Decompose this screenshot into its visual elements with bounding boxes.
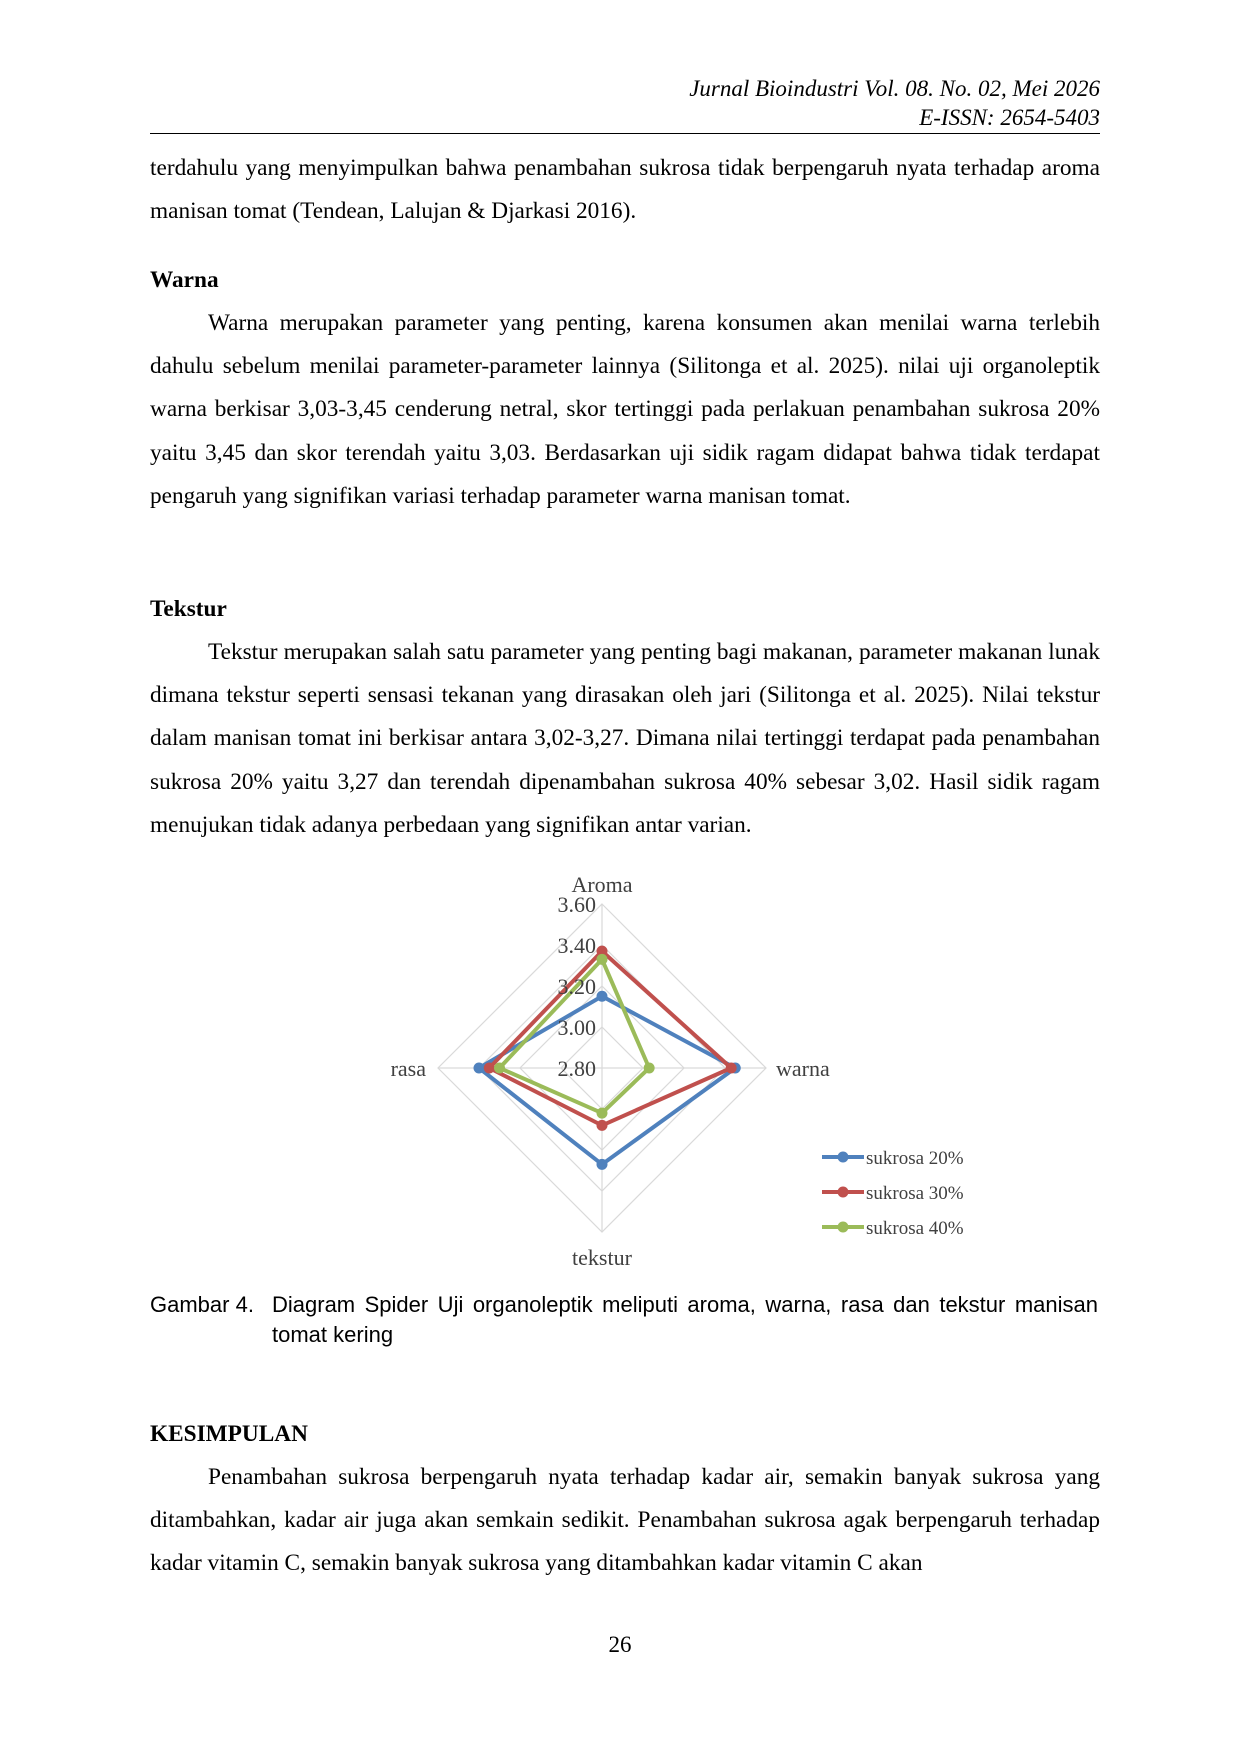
legend-marker-1 [838, 1187, 849, 1198]
warna-heading: Warna [150, 267, 219, 293]
intro-paragraph: terdahulu yang menyimpulkan bahwa penambahan sukrosa tidak berpengaruh nyata terhadap aroma manisan tomat (Tendean, Lalujan & Djarkasi 2016). [150, 155, 1100, 225]
spider-chart-svg [370, 868, 1010, 1288]
journal-header [689, 74, 1100, 132]
warna-paragraph-block [150, 302, 1100, 518]
axis-label-0: Aroma [571, 872, 633, 897]
series-1-point-1 [726, 1063, 737, 1074]
spider-chart [370, 868, 1010, 1288]
tick-label-2: 3.20 [557, 974, 596, 999]
kesimpulan-paragraph-block [150, 1456, 1100, 1586]
figure-label: Gambar 4. [150, 1292, 254, 1317]
series-2-point-1 [644, 1063, 655, 1074]
legend-label-1: sukrosa 30% [866, 1183, 964, 1204]
series-1-point-3 [484, 1063, 495, 1074]
series-2-point-2 [597, 1108, 608, 1119]
tekstur-paragraph: Tekstur merupakan salah satu parameter yang penting bagi makanan, parameter makanan lunak dimana tekstur seperti sensasi tekanan yang dirasakan oleh jari (Silitonga et al. 2025). Nilai tekstur dalam manisan tomat ini berkisar antara 3,02-3,27. Dimana nilai tertinggi terdapat pada penambahan sukrosa 20% yaitu 3,27 dan terendah dipenambahan sukrosa 40% sebesar 3,02. Hasil sidik ragam menujukan tidak adanya perbedaan yang signifikan antar varian. [150, 639, 1100, 838]
legend-label-2: sukrosa 40% [866, 1218, 964, 1239]
header-rule [150, 133, 1100, 134]
axis-label-1: warna [776, 1056, 830, 1081]
tick-label-3: 3.40 [557, 933, 596, 958]
journal-title: Jurnal Bioindustri Vol. 08. No. 02, Mei 2026 [689, 76, 1100, 101]
series-2-point-0 [597, 954, 608, 965]
legend-label-0: sukrosa 20% [866, 1148, 964, 1169]
legend-marker-2 [838, 1222, 849, 1233]
series-2-point-3 [494, 1063, 505, 1074]
journal-issn: E-ISSN: 2654-5403 [919, 105, 1100, 130]
intro-paragraph-block [150, 147, 1100, 233]
tekstur-heading: Tekstur [150, 596, 227, 622]
figure-caption-text: Diagram Spider Uji organoleptik meliputi aroma, warna, rasa dan tekstur manisan tomat kering [272, 1292, 1098, 1347]
kesimpulan-heading: KESIMPULAN [150, 1421, 308, 1447]
tick-label-0: 2.80 [557, 1056, 596, 1081]
tick-label-4: 3.60 [557, 892, 596, 917]
warna-paragraph: Warna merupakan parameter yang penting, karena konsumen akan menilai warna terlebih dahulu sebelum menilai parameter-parameter lainnya (Silitonga et al. 2025). nilai uji organoleptik warna berkisar 3,03-3,45 cenderung netral, skor tertinggi pada perlakuan penambahan sukrosa 20% yaitu 3,45 dan skor terendah yaitu 3,03. Berdasarkan uji sidik ragam didapat bahwa tidak terdapat pengaruh yang signifikan variasi terhadap parameter warna manisan tomat. [150, 310, 1100, 509]
series-1-point-2 [597, 1120, 608, 1131]
axis-label-3: rasa [390, 1056, 426, 1081]
legend-marker-0 [838, 1152, 849, 1163]
figure-caption [150, 1290, 1100, 1350]
tekstur-paragraph-block [150, 631, 1100, 847]
series-0-point-2 [597, 1159, 608, 1170]
axis-label-2: tekstur [572, 1245, 632, 1270]
kesimpulan-paragraph: Penambahan sukrosa berpengaruh nyata terhadap kadar air, semakin banyak sukrosa yang ditambahkan, kadar air juga akan semkain sedikit. Penambahan sukrosa agak berpengaruh terhadap kadar vitamin C, semakin banyak sukrosa yang ditambahkan kadar vitamin C akan [150, 1464, 1100, 1577]
series-0-point-0 [597, 991, 608, 1002]
tick-label-1: 3.00 [557, 1015, 596, 1040]
page-number: 26 [608, 1632, 632, 1657]
series-0-point-3 [474, 1063, 485, 1074]
